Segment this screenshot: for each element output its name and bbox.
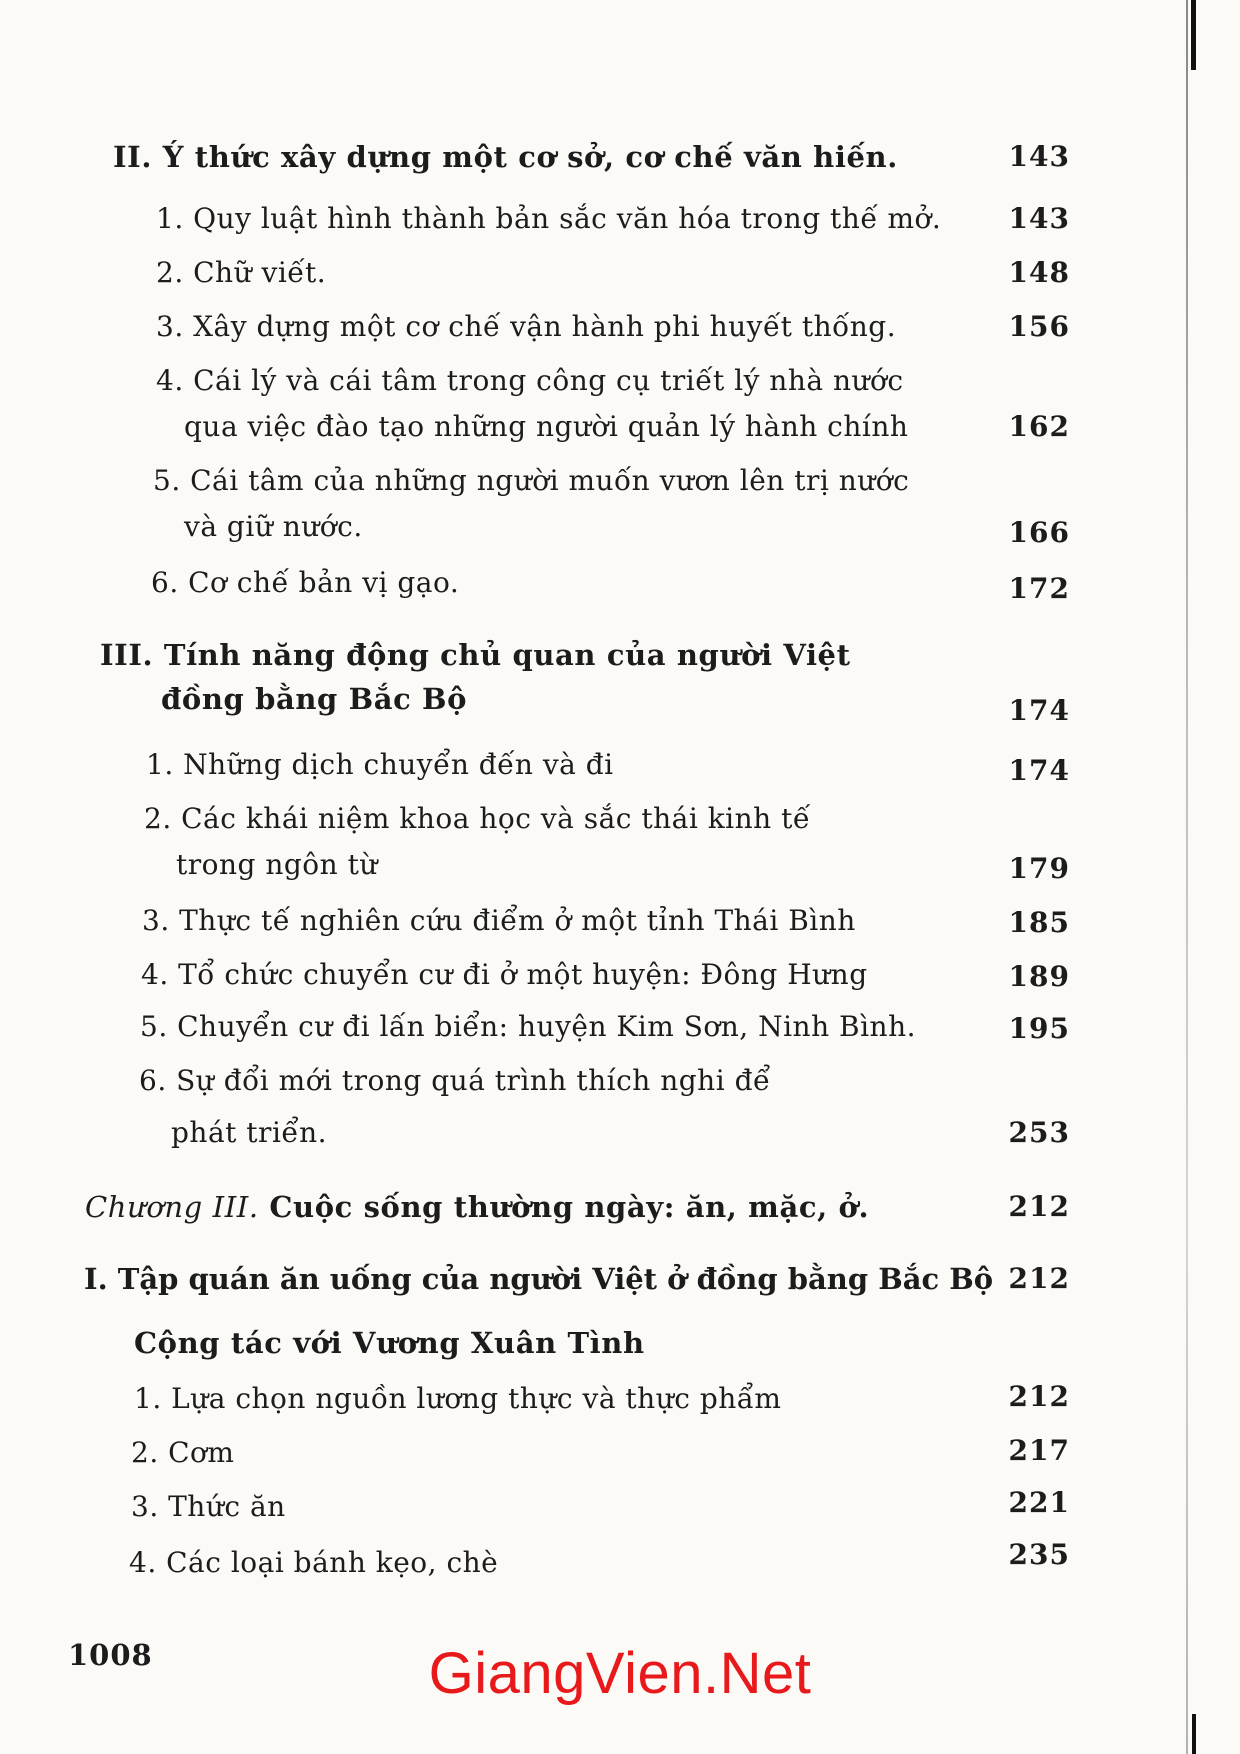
toc-entry-title: 6. Sự đổi mới trong quá trình thích nghi để	[139, 1064, 771, 1097]
toc-page-number: 253	[1008, 1116, 1070, 1149]
toc-entry-title: 4. Tổ chức chuyển cư đi ở một huyện: Đông Hưng	[141, 958, 868, 991]
toc-page-number: 221	[1008, 1486, 1070, 1519]
coauthor-text: Cộng tác với Vương Xuân Tình	[134, 1326, 645, 1360]
chapter-label: Chương III.	[85, 1190, 259, 1224]
toc-page-number: 174	[1008, 754, 1070, 787]
toc-page-number: 185	[1008, 906, 1070, 939]
watermark-text: GiangVien.Net	[428, 1641, 812, 1706]
toc-entry-title-cont: và giữ nước.	[184, 510, 363, 543]
toc-page-number: 148	[1008, 256, 1070, 289]
toc-page-number: 172	[1008, 572, 1070, 605]
toc-page-number: 143	[1008, 202, 1070, 235]
toc-page-number: 162	[1008, 410, 1070, 443]
toc-entry-title: 6. Cơ chế bản vị gạo.	[151, 566, 460, 599]
page-edge-line	[1186, 0, 1188, 1754]
toc-page-number: 179	[1008, 852, 1070, 885]
toc-entry-title: 1. Những dịch chuyển đến và đi	[146, 748, 614, 781]
page-edge-mark-top	[1191, 0, 1196, 70]
toc-entry-title: 2. Các khái niệm khoa học và sắc thái kinh tế	[144, 802, 811, 835]
toc-page-number: 217	[1008, 1434, 1070, 1467]
toc-entry-title-cont: trong ngôn từ	[176, 848, 378, 881]
toc-page-number: 143	[1008, 140, 1070, 173]
toc-page-number: 235	[1008, 1538, 1070, 1571]
chapter-title: Cuộc sống thường ngày: ăn, mặc, ở.	[269, 1190, 870, 1224]
page-edge-mark-bottom	[1192, 1714, 1196, 1754]
toc-entry-title: 4. Các loại bánh kẹo, chè	[129, 1546, 499, 1579]
toc-entry-title: 5. Cái tâm của những người muốn vươn lên trị nước	[153, 464, 910, 497]
toc-entry-title: II. Ý thức xây dựng một cơ sở, cơ chế văn hiến.	[113, 140, 898, 174]
toc-chapter-title	[85, 1190, 869, 1224]
toc-entry-title: 2. Chữ viết.	[156, 256, 327, 289]
toc-page-number: 174	[1008, 694, 1070, 727]
toc-entry-title: 1. Quy luật hình thành bản sắc văn hóa trong thế mở.	[156, 202, 942, 235]
toc-entry-title: I. Tập quán ăn uống của người Việt ở đồng bằng Bắc Bộ	[84, 1262, 994, 1296]
toc-entry-title-cont: qua việc đào tạo những người quản lý hành chính	[184, 410, 909, 443]
toc-entry-title: III. Tính năng động chủ quan của người Việt	[100, 638, 851, 672]
toc-entry-title: 3. Xây dựng một cơ chế vận hành phi huyết thống.	[156, 310, 897, 343]
toc-page-number: 189	[1008, 960, 1070, 993]
toc-entry-title-cont: đồng bằng Bắc Bộ	[161, 682, 468, 716]
toc-entry-title: 2. Cơm	[131, 1436, 235, 1469]
toc-entry-title: 5. Chuyển cư đi lấn biển: huyện Kim Sơn, Ninh Bình.	[140, 1010, 917, 1043]
toc-page-number: 212	[1008, 1380, 1070, 1413]
toc-page-number: 156	[1008, 310, 1070, 343]
toc-page-number: 166	[1008, 516, 1070, 549]
toc-page-number: 212	[1008, 1262, 1070, 1295]
toc-entry-title-cont: phát triển.	[171, 1116, 328, 1149]
toc-entry-title: 1. Lựa chọn nguồn lương thực và thực phẩm	[134, 1382, 782, 1415]
page-number: 1008	[68, 1638, 153, 1672]
toc-page-number: 212	[1008, 1190, 1070, 1223]
toc-entry-title: 3. Thực tế nghiên cứu điểm ở một tỉnh Thái Bình	[142, 904, 856, 937]
toc-page-number: 195	[1008, 1012, 1070, 1045]
toc-entry-title: 3. Thức ăn	[131, 1490, 286, 1523]
toc-entry-title: 4. Cái lý và cái tâm trong công cụ triết lý nhà nước	[156, 364, 904, 397]
